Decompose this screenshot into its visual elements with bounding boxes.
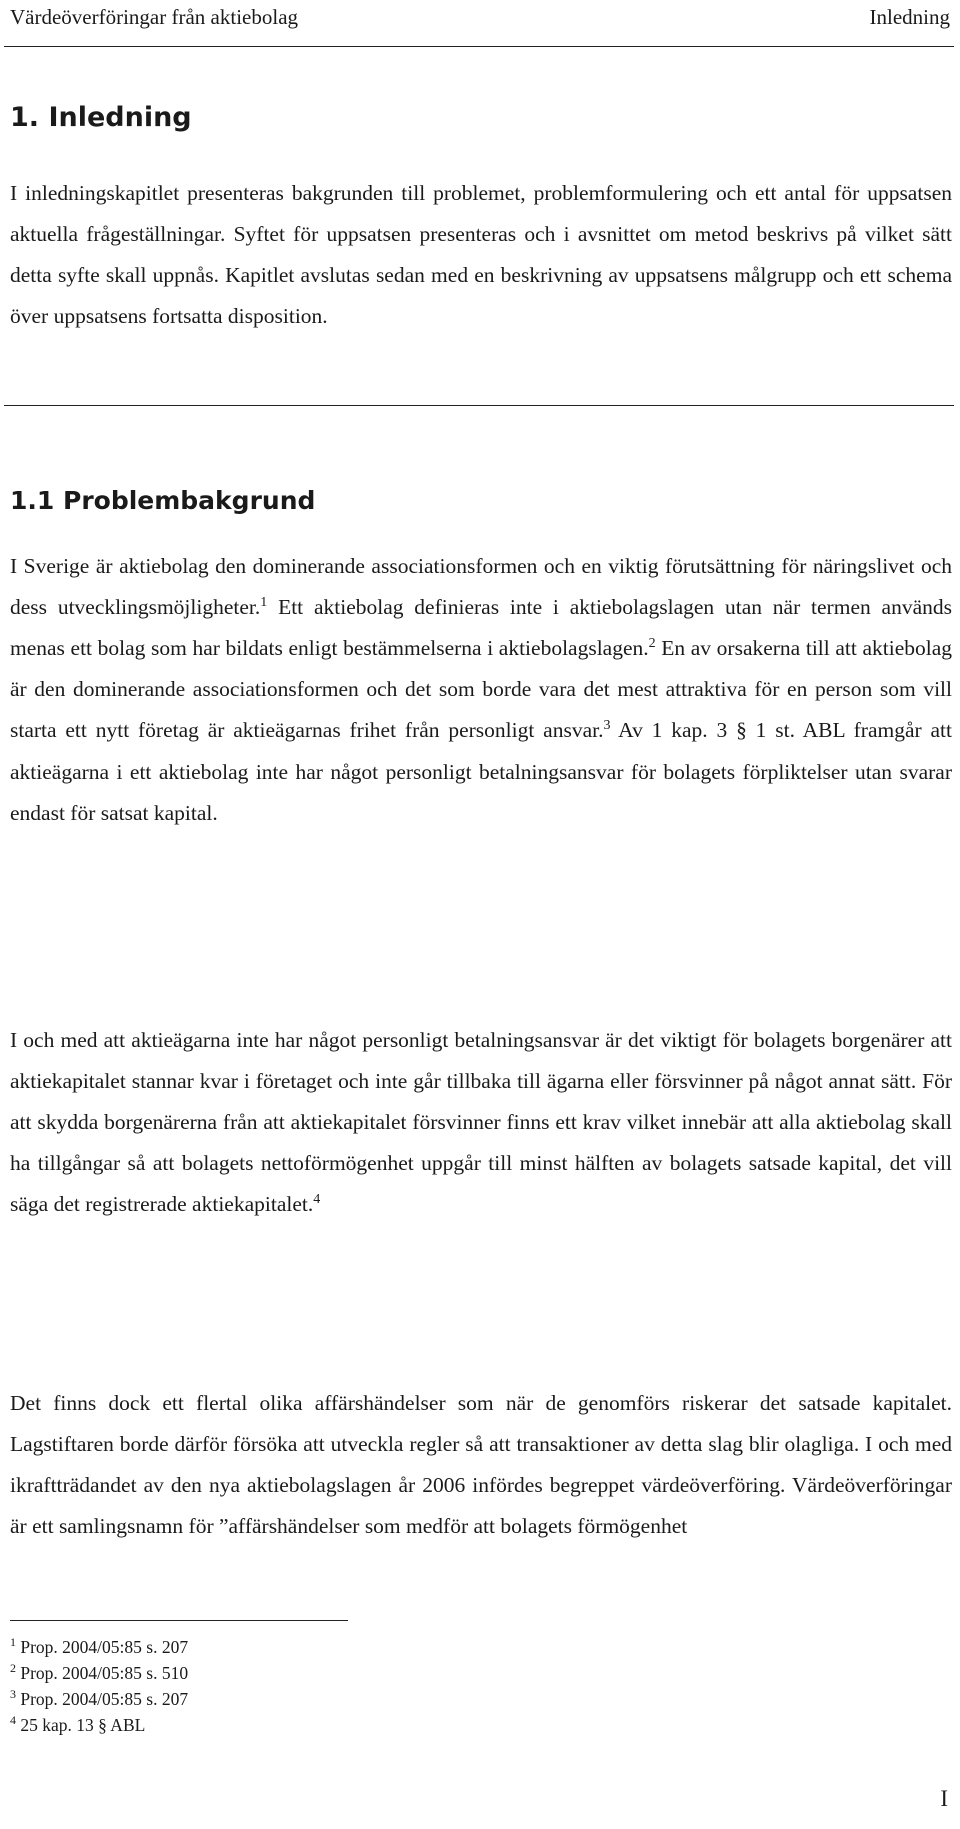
sentence: I Sverige är aktiebolag den dominerande associationsformen och en viktig förutsättning för näringslivet och dess utvecklingsmöjligheter.: [10, 553, 952, 619]
sentence: Ett aktiebolag definieras inte i aktiebolagslagen utan när termen används menas ett bolag som har bildats enligt bestämmelserna i aktiebolagslagen.: [10, 594, 952, 660]
footnote-text: Prop. 2004/05:85 s. 207: [20, 1637, 189, 1657]
footnote-ref-4: 4: [313, 1192, 321, 1208]
sentence: En av orsakerna till att aktiebolag är den dominerande associationsformen och det som borde vara det mest attraktiva för en person som vill starta ett nytt företag är aktieägarnas frihet från personligt ansvar.: [10, 635, 953, 743]
background-paragraph-2: [10, 1020, 952, 1226]
footnote-item: [10, 1686, 610, 1712]
footnote-text: Prop. 2004/05:85 s. 207: [20, 1689, 189, 1709]
footnote-number: 2: [10, 1661, 16, 1676]
running-header-title: Värdeöverföringar från aktiebolag: [10, 5, 299, 29]
footnote-separator: [10, 1620, 348, 1621]
footnote-item: [10, 1712, 610, 1738]
footnote-item: [10, 1634, 610, 1660]
background-paragraph-1: [10, 546, 952, 834]
running-header-chapter: Inledning: [869, 5, 950, 29]
paragraph-text: I och med att aktieägarna inte har något personligt betalningsansvar är det viktigt för bolagets borgenärer att aktiekapitalet stannar kvar i företaget och inte går tillbaka till ägarna eller försvinner på något annat sätt. För att skydda borgenärerna från att aktiekapitalet försvinner finns ett krav vilket innebär att alla aktiebolag skall ha tillgångar så att bolagets nettoförmögenhet uppgår till minst hälften av bolagets satsade kapital, det vill säga det registrerade aktiekapitalet.: [10, 1027, 952, 1217]
footnote-text: Prop. 2004/05:85 s. 510: [20, 1663, 189, 1683]
running-header: [10, 2, 950, 32]
footnote-ref-2: 2: [648, 635, 656, 651]
page-number: I: [940, 1786, 948, 1811]
footnote-number: 3: [10, 1687, 16, 1702]
chapter-intro-paragraph: I inledningskapitlet presenteras bakgrunden till problemet, problemformulering och ett antal för uppsatsen aktuella frågeställningar. Syftet för uppsatsen presenteras och i avsnittet om metod beskrivs på vilket sätt detta syfte skall uppnås. Kapitlet avslutas sedan med en beskrivning av uppsatsens målgrupp och ett schema över uppsatsens fortsatta disposition.: [10, 180, 952, 329]
footnote-ref-3: 3: [603, 718, 611, 734]
section-rule: [4, 405, 954, 406]
footnote-number: 1: [10, 1635, 16, 1650]
footnote-text: 25 kap. 13 § ABL: [20, 1715, 146, 1735]
chapter-heading: 1. Inledning: [10, 102, 192, 133]
header-rule: [4, 46, 954, 47]
sentence: Av 1 kap. 3 § 1 st. ABL framgår att aktieägarna i ett aktiebolag inte har något personligt betalningsansvar för bolagets förpliktelser utan svarar endast för satsat kapital.: [10, 718, 952, 825]
footnote-ref-1: 1: [260, 594, 268, 610]
section-heading: 1.1 Problembakgrund: [10, 486, 316, 515]
background-paragraph-3: Det finns dock ett flertal olika affärshändelser som när de genomförs riskerar det satsade kapitalet. Lagstiftaren borde därför försöka att utveckla regler så att transaktioner av detta slag blir olagliga. I och med ikraftträdandet av den nya aktiebolagslagen år 2006 infördes begreppet värdeöverföring. Värdeöverföringar är ett samlingsnamn för ”affärshändelser som medför att bolagets förmögenhet: [10, 1390, 952, 1539]
footnotes: [10, 1634, 610, 1738]
footnote-item: [10, 1660, 610, 1686]
footnote-number: 4: [10, 1713, 16, 1728]
